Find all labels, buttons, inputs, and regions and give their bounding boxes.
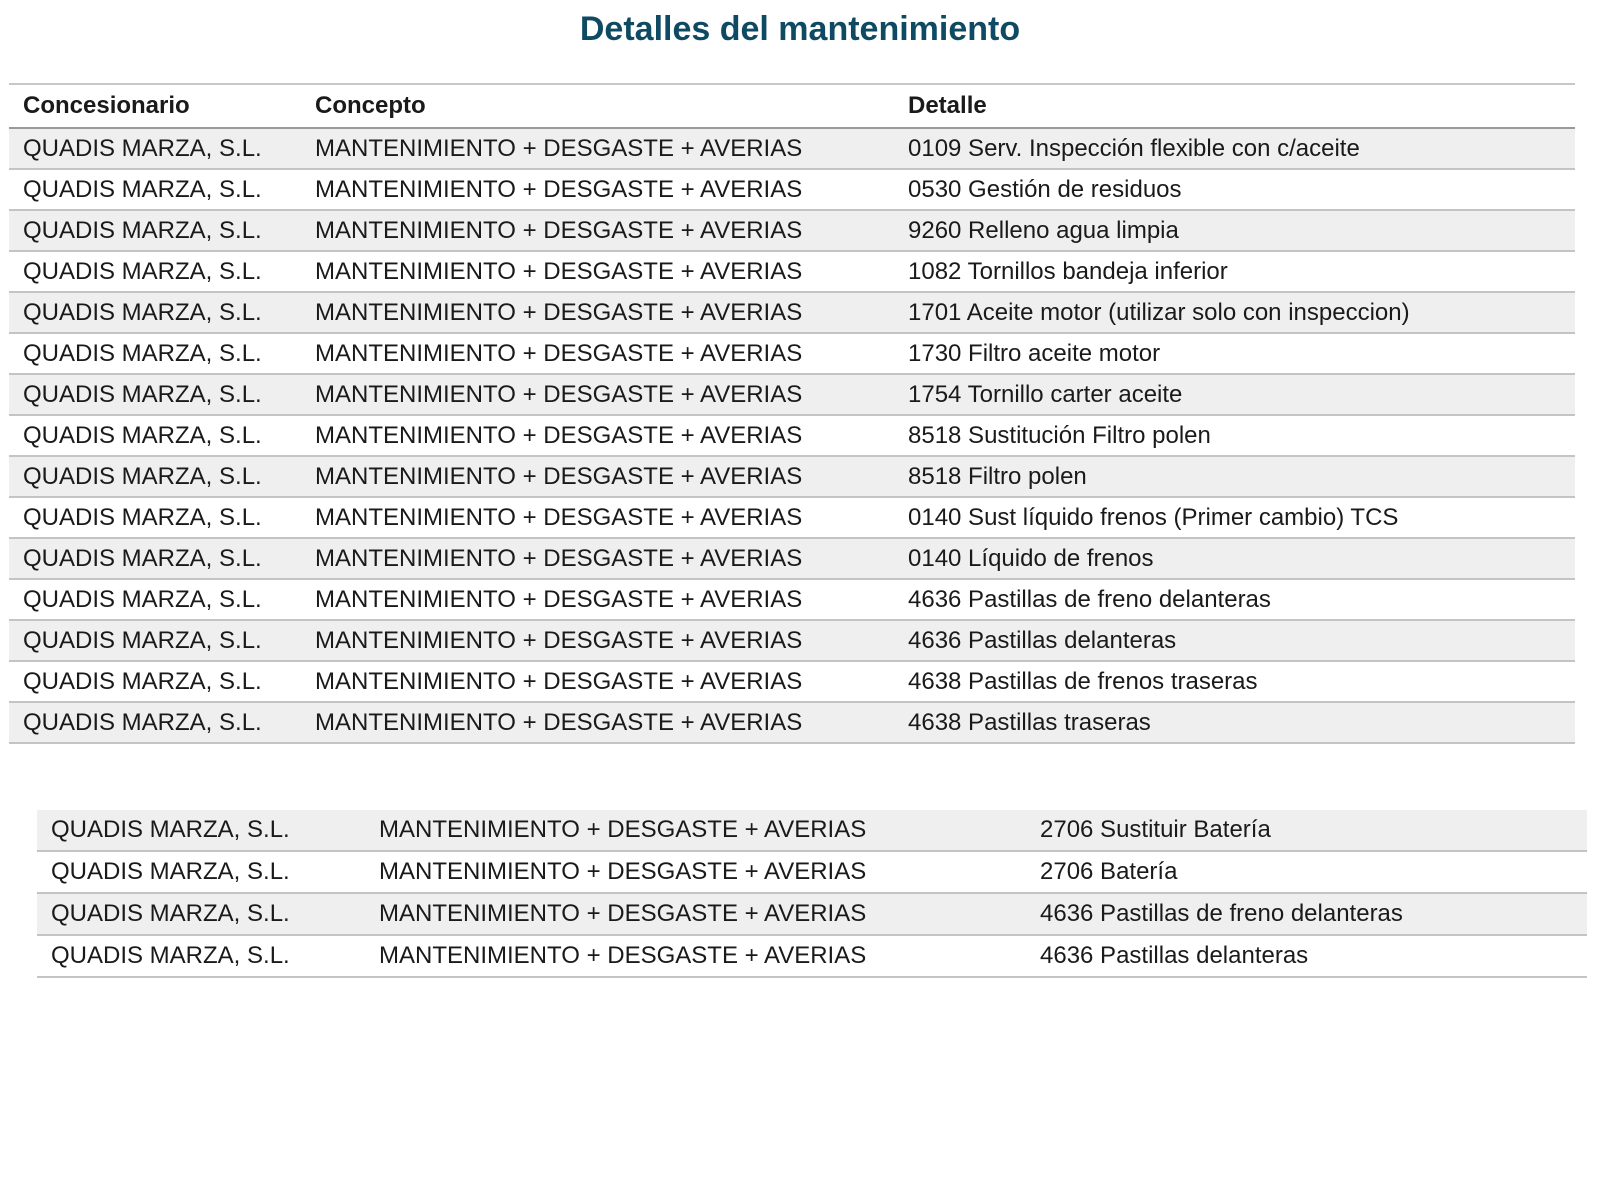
table-row (9, 375, 1575, 416)
maintenance-table-continued (37, 810, 1587, 978)
cell-concesionario: QUADIS MARZA, S.L. (23, 708, 262, 736)
cell-concepto: MANTENIMIENTO + DESGASTE + AVERIAS (315, 585, 803, 613)
cell-concesionario: QUADIS MARZA, S.L. (23, 585, 262, 613)
cell-detalle: 0530 Gestión de residuos (908, 175, 1182, 203)
cell-detalle: 0109 Serv. Inspección flexible con c/aceite (908, 134, 1360, 162)
cell-concesionario: QUADIS MARZA, S.L. (51, 858, 290, 885)
cell-concepto: MANTENIMIENTO + DESGASTE + AVERIAS (315, 257, 803, 285)
table-row (9, 457, 1575, 498)
table-row (9, 703, 1575, 744)
cell-concesionario: QUADIS MARZA, S.L. (23, 134, 262, 162)
cell-concesionario: QUADIS MARZA, S.L. (23, 503, 262, 531)
cell-concesionario: QUADIS MARZA, S.L. (23, 626, 262, 654)
cell-concesionario: QUADIS MARZA, S.L. (23, 175, 262, 203)
cell-concepto: MANTENIMIENTO + DESGASTE + AVERIAS (379, 942, 867, 969)
cell-detalle: 4638 Pastillas de frenos traseras (908, 667, 1258, 695)
cell-concesionario: QUADIS MARZA, S.L. (23, 216, 262, 244)
cell-detalle: 1082 Tornillos bandeja inferior (908, 257, 1228, 285)
cell-detalle: 4636 Pastillas de freno delanteras (908, 585, 1271, 613)
page-title: Detalles del mantenimiento (579, 10, 1021, 48)
cell-detalle: 9260 Relleno agua limpia (908, 216, 1179, 244)
cell-concesionario: QUADIS MARZA, S.L. (23, 257, 262, 285)
column-header-concepto: Concepto (315, 92, 426, 119)
cell-detalle: 2706 Batería (1040, 858, 1178, 885)
cell-detalle: 4638 Pastillas traseras (908, 708, 1151, 736)
cell-detalle: 2706 Sustituir Batería (1040, 816, 1271, 843)
cell-concepto: MANTENIMIENTO + DESGASTE + AVERIAS (315, 421, 803, 449)
maintenance-table (9, 83, 1575, 744)
table-row (9, 129, 1575, 170)
cell-concepto: MANTENIMIENTO + DESGASTE + AVERIAS (315, 339, 803, 367)
cell-concesionario: QUADIS MARZA, S.L. (23, 339, 262, 367)
column-header-detalle: Detalle (908, 92, 987, 119)
cell-concepto: MANTENIMIENTO + DESGASTE + AVERIAS (379, 900, 867, 927)
cell-concesionario: QUADIS MARZA, S.L. (23, 421, 262, 449)
table-row (9, 580, 1575, 621)
table-header (9, 85, 1575, 129)
cell-detalle: 8518 Sustitución Filtro polen (908, 421, 1211, 449)
cell-detalle: 0140 Líquido de frenos (908, 544, 1154, 572)
cell-concesionario: QUADIS MARZA, S.L. (23, 544, 262, 572)
cell-concesionario: QUADIS MARZA, S.L. (23, 667, 262, 695)
cell-concesionario: QUADIS MARZA, S.L. (51, 942, 290, 969)
table-row (37, 852, 1587, 894)
cell-concepto: MANTENIMIENTO + DESGASTE + AVERIAS (315, 544, 803, 572)
column-header-concesionario: Concesionario (23, 92, 190, 119)
cell-concepto: MANTENIMIENTO + DESGASTE + AVERIAS (379, 858, 867, 885)
cell-concepto: MANTENIMIENTO + DESGASTE + AVERIAS (315, 298, 803, 326)
table-row (9, 498, 1575, 539)
cell-concesionario: QUADIS MARZA, S.L. (23, 462, 262, 490)
cell-detalle: 1730 Filtro aceite motor (908, 339, 1161, 367)
table-body (9, 129, 1575, 744)
table-body (37, 810, 1587, 978)
cell-detalle: 0140 Sust líquido frenos (Primer cambio) TCS (908, 503, 1399, 531)
cell-detalle: 4636 Pastillas delanteras (908, 626, 1177, 654)
cell-concepto: MANTENIMIENTO + DESGASTE + AVERIAS (315, 503, 803, 531)
table-row (9, 211, 1575, 252)
cell-concesionario: QUADIS MARZA, S.L. (51, 900, 290, 927)
table-row (9, 662, 1575, 703)
table-row (37, 810, 1587, 852)
cell-concepto: MANTENIMIENTO + DESGASTE + AVERIAS (315, 667, 803, 695)
table-row (9, 539, 1575, 580)
cell-concepto: MANTENIMIENTO + DESGASTE + AVERIAS (315, 216, 803, 244)
cell-concepto: MANTENIMIENTO + DESGASTE + AVERIAS (315, 175, 803, 203)
cell-detalle: 8518 Filtro polen (908, 462, 1087, 490)
cell-concepto: MANTENIMIENTO + DESGASTE + AVERIAS (315, 462, 803, 490)
cell-concepto: MANTENIMIENTO + DESGASTE + AVERIAS (379, 816, 867, 843)
table-row (37, 936, 1587, 978)
table-row (9, 334, 1575, 375)
cell-detalle: 4636 Pastillas de freno delanteras (1040, 900, 1403, 927)
table-row (9, 170, 1575, 211)
cell-detalle: 4636 Pastillas delanteras (1040, 942, 1309, 969)
table-row (9, 416, 1575, 457)
cell-concesionario: QUADIS MARZA, S.L. (23, 298, 262, 326)
cell-concepto: MANTENIMIENTO + DESGASTE + AVERIAS (315, 134, 803, 162)
cell-concesionario: QUADIS MARZA, S.L. (51, 816, 290, 843)
cell-concepto: MANTENIMIENTO + DESGASTE + AVERIAS (315, 626, 803, 654)
cell-concepto: MANTENIMIENTO + DESGASTE + AVERIAS (315, 708, 803, 736)
table-row (37, 894, 1587, 936)
table-row (9, 621, 1575, 662)
cell-detalle: 1701 Aceite motor (utilizar solo con inspeccion) (908, 298, 1410, 326)
cell-concesionario: QUADIS MARZA, S.L. (23, 380, 262, 408)
table-row (9, 252, 1575, 293)
cell-concepto: MANTENIMIENTO + DESGASTE + AVERIAS (315, 380, 803, 408)
table-row (9, 293, 1575, 334)
cell-detalle: 1754 Tornillo carter aceite (908, 380, 1183, 408)
